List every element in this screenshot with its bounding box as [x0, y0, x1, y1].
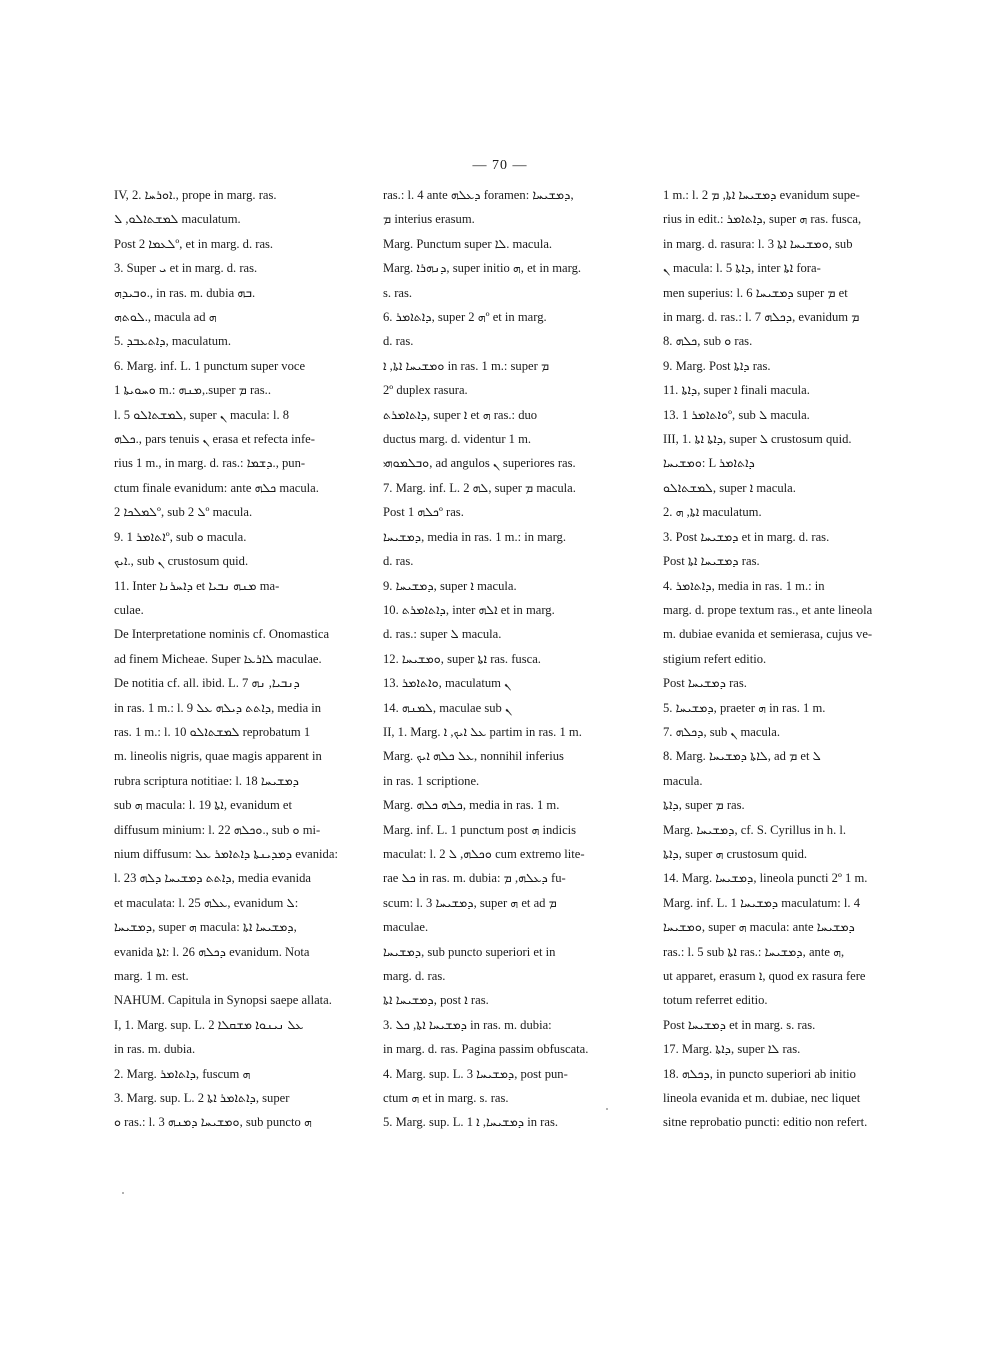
- text-line: Post ܕܡܫܝܚܐ ras.: [663, 676, 747, 691]
- text-line: 4. ܕܐܬܐܡܪ, media in ras. 1 m.: in: [663, 578, 825, 593]
- text-line: sitne reprobatio puncti: editio non refert.: [663, 1115, 868, 1130]
- text-line: Marg. inf. L. 1 punctum post ܗ indicis: [383, 822, 577, 837]
- text-line: evanida ܐܬܐ: l. 26 ܕܟܠܗ evanidum. Nota: [114, 944, 310, 959]
- text-line: ܠܡܠܟܐ 2º, sub ܠ 2º macula.: [114, 505, 253, 520]
- text-line: ܕܐܬܐ, super ܡ ras.: [663, 798, 745, 813]
- text-line: 2º duplex rasura.: [383, 383, 468, 398]
- text-line: in marg. d. rasura: l. 3 ܘܡܫܝܚܐ ܐܬܐ, sub: [663, 236, 853, 251]
- text-line: 6. ܕܐܬܐܡܪ, super ܗ 2º et in marg.: [383, 310, 547, 325]
- text-line: diffusum minium: l. 22 ܘܟܠܗ., sub ܘ mi-: [114, 822, 321, 837]
- text-line: 8. Marg. ܠܐܬܐ ܕܡܫܝܚܐ, ad ܡ et ܠ: [663, 749, 821, 764]
- text-line: culae.: [114, 602, 144, 617]
- text-line: 7. ܕܟܠܗ, sub ܢ macula.: [663, 724, 780, 739]
- text-line: ܢ macula: l. 5 ܕܐܬܐ, inter ܐܬܐ fora-: [663, 261, 821, 276]
- text-line: 13. ܘܐܬܐܡܪ 1º, sub ܠ macula.: [663, 407, 810, 422]
- text-line: ܕܐܬܐ, super ܗ crustosum quid.: [663, 846, 808, 861]
- text-line: ܐܝܟ., sub ܢ crustosum quid.: [114, 554, 249, 569]
- text-line: 8. ܟܠܗ, sub ܘ ras.: [663, 334, 753, 349]
- paper-speck: [122, 1192, 124, 1194]
- text-line: 2. ܐܬܐ, ܗ maculatum.: [663, 505, 762, 520]
- text-line: in ras. m. dubia.: [114, 1042, 196, 1057]
- page-number: — 70 —: [472, 158, 528, 173]
- text-line: Post ܟܠܗ 1º ras.: [383, 505, 464, 520]
- text-line: Marg. ܥܠ ܟܠܗ ܐܝܟ, nonnihil inferius: [383, 749, 564, 764]
- text-column-middle: [383, 183, 639, 1135]
- text-line: 9. Marg. Post ܕܐܬܐ ras.: [663, 358, 771, 373]
- text-line: rae ܟܠ in ras. m. dubia: ܕܥܠܗ, ܡ fu-: [383, 871, 566, 886]
- text-line: in marg. d. ras.: l. 7 ܕܟܠܗ, evanidum ܡ: [663, 310, 860, 325]
- text-line: NAHUM. Capitula in Synopsi saepe allata.: [114, 993, 332, 1008]
- text-line: I, 1. Marg. sup. L. 2 ܥܠ ܢܝܢܘܐ ܡܫܩܠܐ: [114, 1017, 304, 1032]
- text-line: ܠܡܫܬܐܠܘ, super ܐ macula.: [663, 480, 796, 495]
- text-line: 11. Inter ܕܐܚܪܢܐ et ܡܢܗ ܢܒܝܐ ma-: [114, 578, 280, 593]
- text-line: maculat: l. 2 ܘܟܠܗ, ܠ cum extremo lite-: [383, 846, 585, 861]
- text-line: 5. Marg. sup. L. 1 ܕܡܫܝܚܐ, ܐ in ras.: [383, 1115, 559, 1130]
- text-line: Marg. inf. L. 1 ܕܡܫܝܚܐ maculatum: l. 4: [663, 895, 860, 910]
- text-line: II, 1. Marg. ܥܠ ܐܝܟ, ܐ partim in ras. 1 m.: [383, 724, 582, 739]
- text-line: 4. Marg. sup. L. 3 ܕܡܫܝܚܐ, post pun-: [383, 1066, 568, 1081]
- text-line: ductus marg. d. videntur 1 m.: [383, 432, 532, 447]
- text-line: 11. ܕܐܬܐ, super ܐ finali macula.: [663, 383, 810, 398]
- text-line: et maculata: l. 25 ܥܠܗ, evanidum ܠ:: [114, 895, 299, 910]
- text-column-right: [663, 183, 919, 1135]
- text-line: IV, 2. ܐܘܪܚܐ., prope in marg. ras.: [114, 188, 277, 202]
- text-line: ܕܐܬܐܡܪܬ, super ܐ et ܗ ras.: duo: [383, 407, 538, 422]
- text-line: maculae.: [383, 920, 429, 935]
- text-line: ܕܡܫܝܚܐ, super ܗ macula: ܕܡܫܝܚܐ ܐܬܐ,: [114, 920, 297, 935]
- text-line: III, 1. ܕܐܬܐ ܐܬܐ, super ܠ crustosum quid.: [663, 432, 852, 447]
- text-line: Marg. ܟܠܗ ܟܠܗ, media in ras. 1 m.: [383, 798, 560, 813]
- text-line: 17. Marg. ܕܐܬܐ, super ܠܐ ras.: [663, 1042, 801, 1057]
- text-line: 18. ܕܟܠܗ, in puncto superiori ab initio: [663, 1066, 856, 1081]
- text-line: 7. Marg. inf. L. 2 ܠܗ, super ܡ macula.: [383, 480, 576, 495]
- text-line: Post ܠܥܡܐ 2º, et in marg. d. ras.: [114, 236, 274, 251]
- text-line: 12. ܘܡܫܝܚܐ, super ܐܬܐ ras. fusca.: [383, 651, 541, 666]
- text-line: lineola evanida et m. dubiae, nec liquet: [663, 1091, 861, 1106]
- text-line: scum: l. 3 ܕܡܫܝܚܐ, super ܗ et ad ܡ: [383, 895, 557, 910]
- text-line: ܘܒܠܡܘܗܝ, ad angulos ܢ superiores ras.: [383, 456, 576, 471]
- paper-speck: [606, 1108, 608, 1110]
- text-line: 3. Post ܕܡܫܝܚܐ et in marg. d. ras.: [663, 529, 830, 544]
- text-line: ad finem Micheae. Super ܠܐܪܥܐ maculae.: [114, 651, 322, 666]
- text-line: ܠܡܫܬܐܠܘ, ܠ maculatum.: [114, 212, 241, 227]
- text-line: ras.: l. 5 sub ܐܬܐ ras.: ܕܡܫܝܚܐ, ante ܗ,: [663, 944, 845, 959]
- text-line: men superius: l. 6 ܕܡܫܝܚܐ super ܡ et: [663, 285, 848, 300]
- text-line: ܠܘܬܗ., macula ad ܗ: [114, 310, 217, 325]
- text-line: nium diffusum: ܕܡܕܝܢܬܐ ܕܐܬܐܡܪ ܥܠ evanida:: [114, 846, 338, 861]
- text-line: d. ras.: [383, 554, 414, 569]
- text-line: Post ܕܡܫܝܚܐ ܐܬܐ ras.: [663, 554, 760, 569]
- text-line: d. ras.: [383, 334, 414, 349]
- text-line: ܘܒܝܕܗ., in ras. m. dubia ܒܗ.: [114, 285, 256, 300]
- text-column-left: [114, 183, 370, 1135]
- text-line: ras. 1 m.: l. 10 ܠܡܫܬܐܠܘ reprobatum 1: [114, 724, 311, 739]
- text-line: 10. ܕܐܬܐܡܪܬ, inter ܐܠܗ et in marg.: [383, 602, 555, 617]
- text-line: 5. ܕܐܬܥܒܕ, maculatum.: [114, 334, 231, 349]
- text-line: Marg. Punctum super ܠܐ. macula.: [383, 236, 553, 251]
- text-line: macula.: [663, 773, 703, 788]
- text-line: s. ras.: [383, 285, 413, 300]
- text-line: De notitia cf. all. ibid. L. 7 ܕܢܒܝܐ, ܢܗ: [114, 676, 300, 691]
- text-line: ܘ ras.: l. 3 ܘܡܫܝܚܐ ܕܡܢܗ, sub puncto ܗ: [114, 1115, 312, 1130]
- text-line: totum referret editio.: [663, 993, 768, 1008]
- text-line: Marg. ܕܢܗܪܐ, super initio ܗ, et in marg.: [383, 261, 582, 276]
- text-line: 14. ܠܡܢܗ, maculae sub ܢ: [383, 700, 512, 715]
- text-line: 2. Marg. ܕܐܬܐܡܪ, fuscum ܗ: [114, 1066, 251, 1081]
- text-line: Marg. ܕܡܫܝܚܐ, cf. S. Cyrillus in h. l.: [663, 822, 847, 837]
- text-line: rius in edit.: ܕܐܬܐܡܪ, super ܗ ras. fusca,: [663, 212, 862, 227]
- text-line: 5. ܕܡܫܝܚܐ, praeter ܗ in ras. 1 m.: [663, 700, 826, 715]
- text-line: rubra scriptura notitiae: l. 18 ܕܡܫܝܚܐ: [114, 773, 299, 788]
- text-line: in marg. d. ras. Pagina passim obfuscata.: [383, 1042, 589, 1057]
- text-line: ctum ܗ et in marg. s. ras.: [383, 1091, 509, 1106]
- text-line: ܡ interius erasum.: [383, 212, 475, 227]
- text-line: 3. Marg. sup. L. 2 ܕܐܬܐܡܪ ܐܬܐ, super: [114, 1091, 290, 1106]
- text-line: m. lineolis nigris, quae magis apparent in: [114, 749, 322, 764]
- text-line: 3. ܕܡܫܝܚܐ ܐܬܐ, ܟܠ in ras. m. dubia:: [383, 1017, 552, 1032]
- text-line: ctum finale evanidum: ante ܟܠܗ macula.: [114, 480, 319, 495]
- text-line: De Interpretatione nominis cf. Onomastica: [114, 627, 330, 642]
- text-line: ܘܡܫܝܚܐ, super ܗ macula: ante ܕܡܫܝܚܐ: [663, 920, 855, 935]
- text-line: Post ܕܡܫܝܚܐ et in marg. s. ras.: [663, 1017, 816, 1032]
- text-line: marg. d. ras.: [383, 969, 446, 983]
- text-line: l. 5 ܠܡܫܬܐܠܘ, super ܢ macula: l. 8: [114, 407, 290, 422]
- text-line: m. dubiae evanida et semierasa, cujus ve-: [663, 627, 873, 642]
- text-line: ܕܡܫܝܚܐ, sub puncto superiori et in: [383, 944, 556, 959]
- text-line: 6. Marg. inf. L. 1 punctum super voce: [114, 358, 306, 373]
- text-line: rius 1 m., in marg. d. ras.: ܕܫܡܐ., pun-: [114, 456, 306, 471]
- text-line: ras.: l. 4 ante ܕܥܠܗ foramen: ܕܡܫܝܚܐ,: [383, 188, 574, 202]
- text-line: 1 m.: l. 2 ܕܡܫܝܚܐ ܐܬܐ, ܡ evanidum supe-: [663, 188, 860, 202]
- text-line: ܟܠܗ., pars tenuis ܢ erasa et refecta infe-: [114, 432, 315, 447]
- text-line: ut apparet, erasum ܐ, quod ex rasura fere: [663, 969, 866, 983]
- text-line: ܕܡܫܝܚܐ, media in ras. 1 m.: in marg.: [383, 529, 566, 544]
- text-line: ܘܚܘܝܬܐ 1 m.: ܡܢܗ,.super ܡ ras..: [114, 383, 271, 398]
- text-line: l. 23 ܕܐܬܬ ܕܡܫܝܚܐ ܕܠܗ, media evanida: [114, 871, 311, 886]
- text-line: d. ras.: super ܠ macula.: [383, 627, 502, 642]
- text-line: 13. ܘܐܬܐܡܪ, maculatum ܢ: [383, 676, 511, 691]
- text-line: ܘܡܫܝܚܐ ܐܬܐ, ܐ in ras. 1 m.: super ܡ: [383, 358, 550, 373]
- text-line: stigium refert editio.: [663, 651, 767, 666]
- text-line: in ras. 1 scriptione.: [383, 773, 480, 788]
- text-line: ܘܡܫܝܚܐ: L ܕܐܬܐܡܪ: [663, 456, 755, 471]
- text-line: 3. Super ܝ et in marg. d. ras.: [114, 261, 258, 276]
- text-line: ܕܡܫܝܚܐ ܐܬܐ, post ܐ ras.: [383, 993, 489, 1008]
- text-line: 14. Marg. ܕܡܫܝܚܐ, lineola puncti 2º 1 m.: [663, 871, 868, 886]
- text-line: in ras. 1 m.: l. 9 ܕܐܬܬ ܕܝܠܗ ܥܠ, media in: [114, 700, 322, 715]
- text-line: marg. d. prope textum ras., et ante lineola: [663, 602, 873, 617]
- text-line: marg. 1 m. est.: [114, 969, 189, 983]
- text-line: sub ܗ macula: l. 19 ܐܬܐ, evanidum et: [114, 798, 293, 813]
- text-line: 9. ܕܡܫܝܚܐ, super ܐ macula.: [383, 578, 517, 593]
- text-line: 9. ܐܬܐܡܪ 1º, sub ܘ macula.: [114, 529, 247, 544]
